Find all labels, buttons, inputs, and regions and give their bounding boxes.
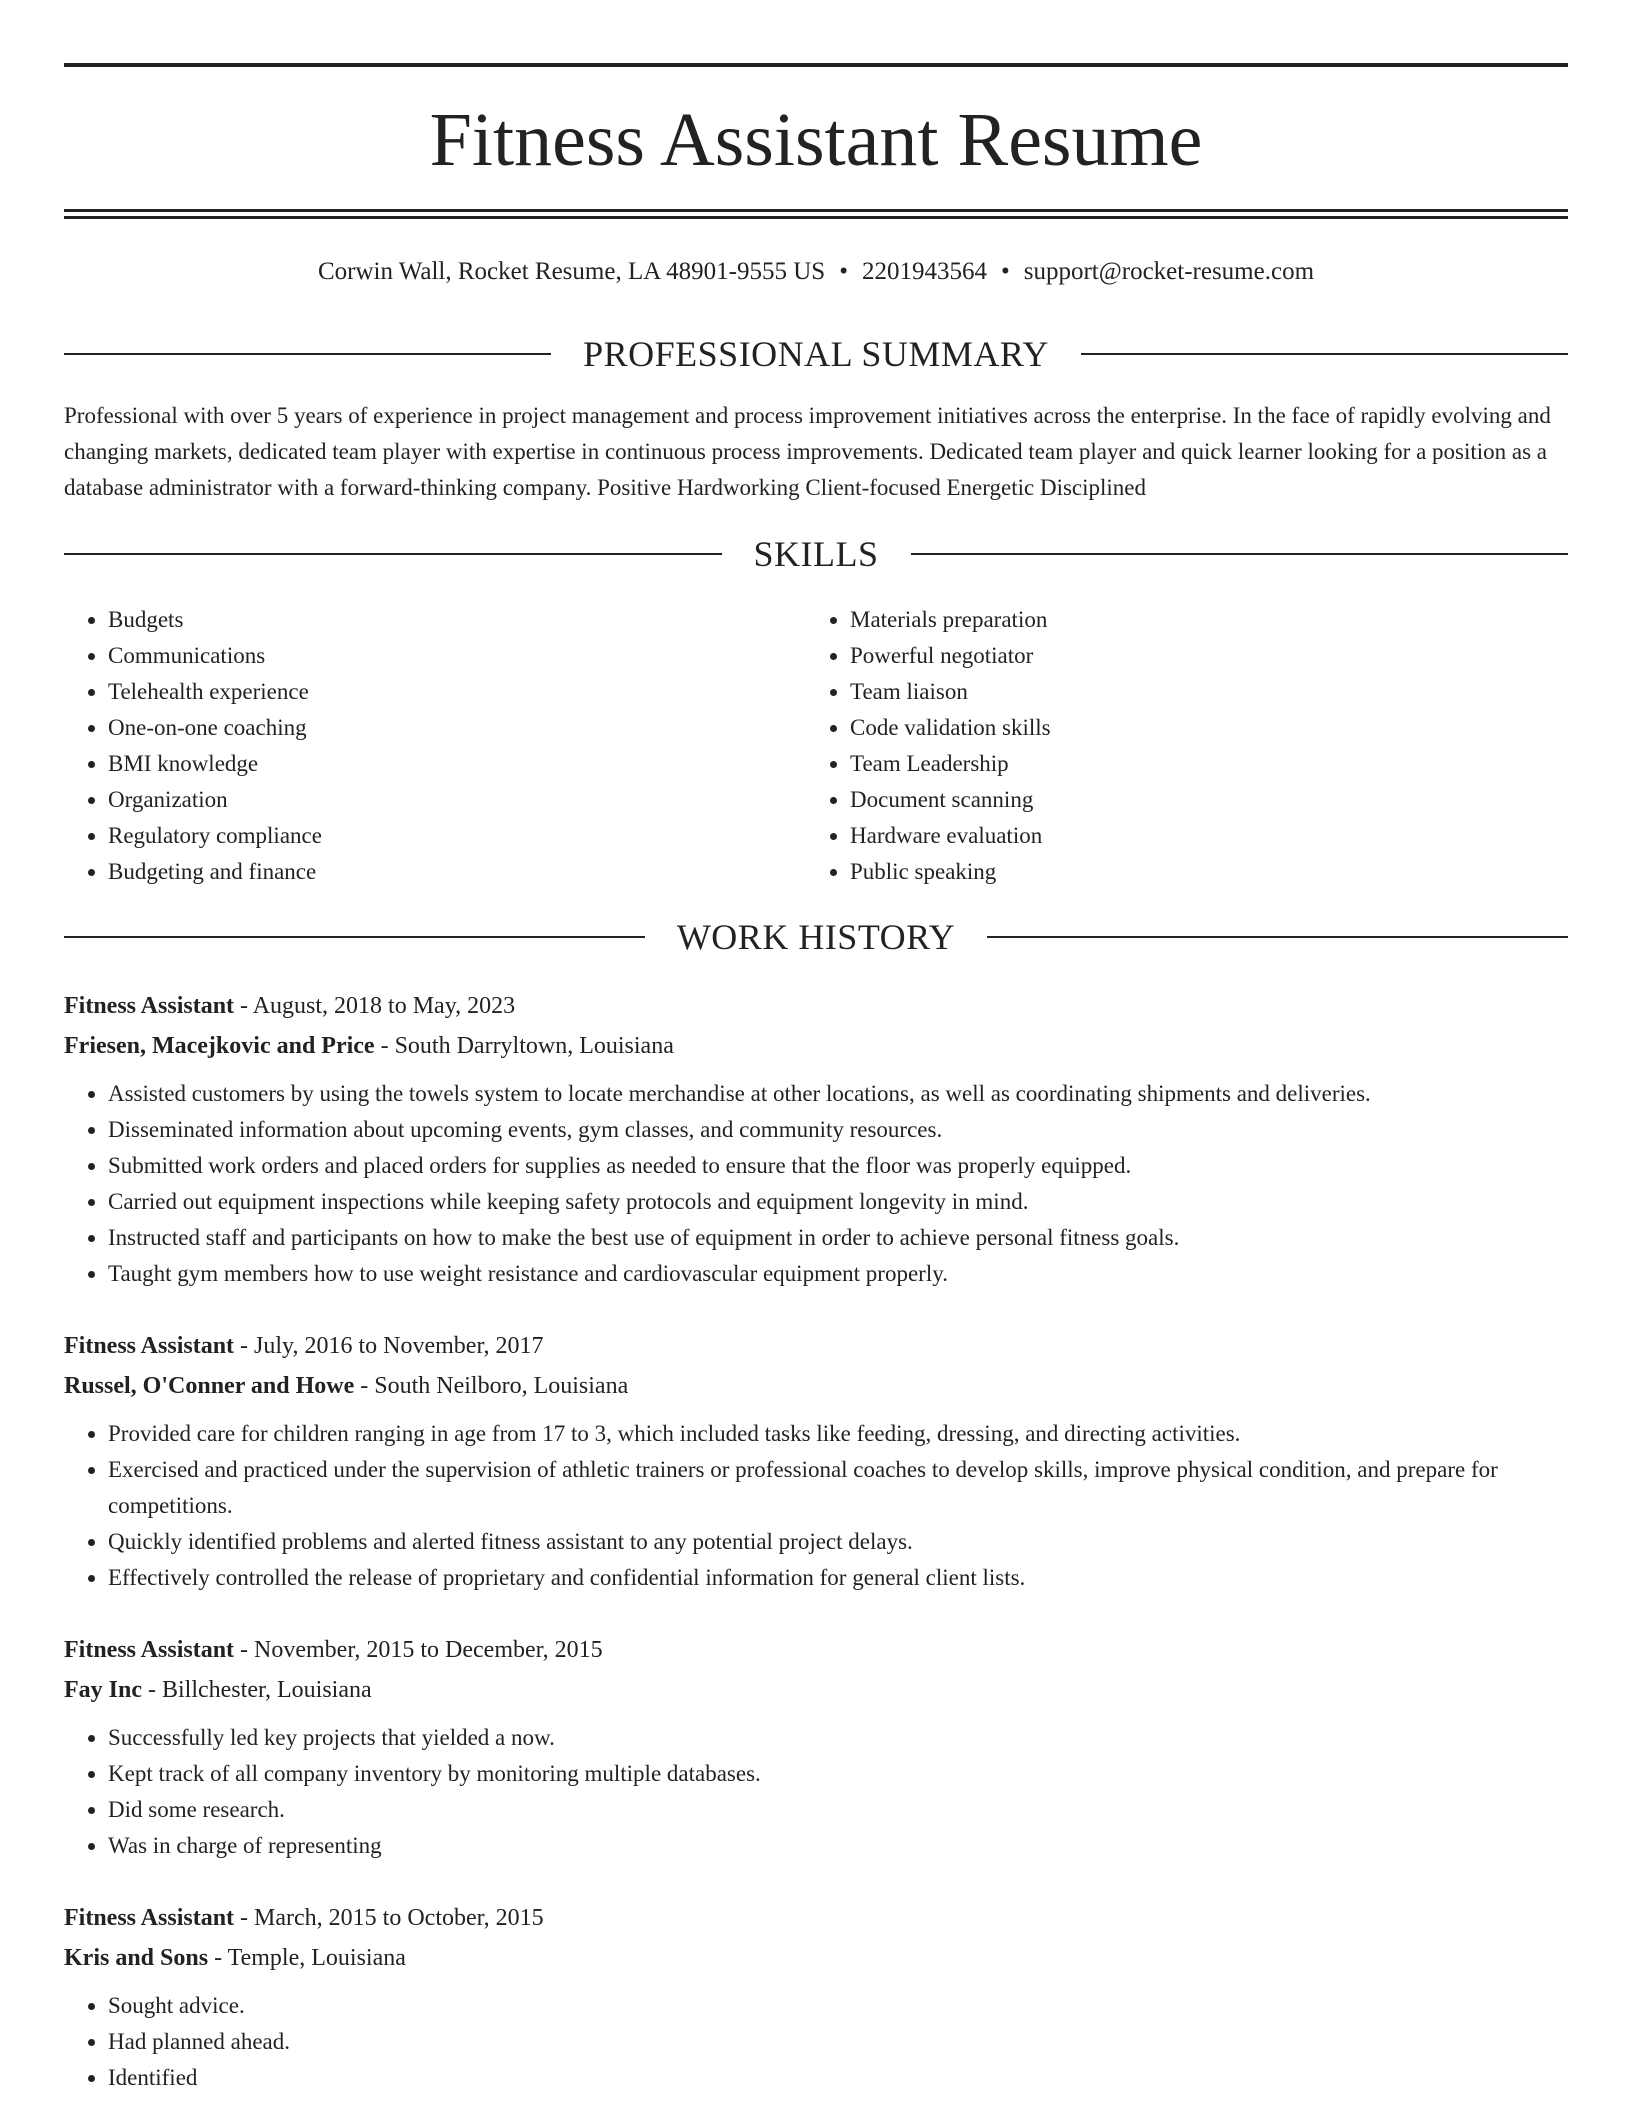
job-company-line [64,1026,1568,1066]
job-bullet: • Sought advice. [108,1988,1568,2024]
job-company-line [64,1938,1568,1978]
job-title-line [64,986,1568,1026]
job-title-line [64,1898,1568,1938]
work-history [64,986,1568,2112]
job-title-line [64,1630,1568,1670]
job-bullet: • Provided care for children ranging in age from 17 to 3, which included tasks like feeding, dressing, and directing activities. [108,1416,1568,1452]
job-company: Friesen, Macejkovic and Price [64,1033,375,1059]
job-title-line [64,1326,1568,1366]
heading-rule [911,553,1569,555]
summary-text: Professional with over 5 years of experience in project management and process improvement initiatives across the enterprise. In the face of rapidly evolving and changing markets, dedicated team player with expertise in continuous process improvements. Dedicated team player and quick learner looking for a position as a database administrator with a forward-thinking company. Positive Hardworking Client-focused Energetic Disciplined [64,403,1551,500]
job-location: - South Darryltown, Louisiana [374,1033,674,1059]
job-dates: - July, 2016 to November, 2017 [234,1333,544,1359]
skill-item: • Budgeting and finance [108,854,806,890]
job-title: Fitness Assistant [64,1333,235,1359]
job-company: Kris and Sons [64,1945,209,1971]
job-company-line [64,1366,1568,1406]
job-dates: - November, 2015 to December, 2015 [234,1637,603,1663]
job-bullet: • Taught gym members how to use weight resistance and cardiovascular equipment properly. [108,1256,1568,1292]
skills-column-right [806,602,1548,890]
skill-item: • Organization [108,782,806,818]
heading-rule [64,936,645,938]
job-entry [64,986,1568,1292]
skill-item: • Powerful negotiator [850,638,1548,674]
job-entry [64,1326,1568,1596]
contact-email: support@rocket-resume.com [1023,258,1315,285]
page-title: Fitness Assistant Resume [429,98,1203,182]
skill-item: • Public speaking [850,854,1548,890]
title-rule-upper [64,209,1568,212]
heading-rule [1081,353,1568,355]
contact-phone: 2201943564 [861,258,987,285]
skills-heading-label: SKILLS [753,534,879,574]
job-bullet: • Exercised and practiced under the supervision of athletic trainers or professional coaches to develop skills, improve physical condition, and prepare for competitions. [108,1452,1568,1524]
skill-item: • Regulatory compliance [108,818,806,854]
job-location: - South Neilboro, Louisiana [354,1373,629,1399]
summary-heading-label: PROFESSIONAL SUMMARY [583,334,1049,374]
skills-heading [64,532,1568,576]
job-bullet: • Submitted work orders and placed orders for supplies as needed to ensure that the floor was properly equipped. [108,1148,1568,1184]
job-company-line [64,1670,1568,1710]
heading-rule [987,936,1568,938]
contact-separator: • [839,258,848,285]
job-title: Fitness Assistant [64,1637,235,1663]
top-rule [64,63,1568,67]
summary-heading [64,332,1568,376]
skill-item: • Team Leadership [850,746,1548,782]
heading-rule [64,353,551,355]
job-bullet: • Disseminated information about upcoming events, gym classes, and community resources. [108,1112,1568,1148]
job-dates: - August, 2018 to May, 2023 [234,993,516,1019]
skill-item: • Communications [108,638,806,674]
job-bullet: • Assisted customers by using the towels system to locate merchandise at other locations, as well as coordinating shipments and deliveries. [108,1076,1568,1112]
skill-item: • Team liaison [850,674,1548,710]
job-bullets [64,1720,1568,1864]
job-bullet: • Quickly identified problems and alerted fitness assistant to any potential project delays. [108,1524,1568,1560]
skill-item: • Materials preparation [850,602,1548,638]
skill-item: • One-on-one coaching [108,710,806,746]
contact-separator: • [1000,258,1010,285]
job-bullet: • Kept track of all company inventory by monitoring multiple databases. [108,1756,1568,1792]
skill-item: • Code validation skills [850,710,1548,746]
job-title: Fitness Assistant [64,993,235,1019]
job-bullet: • Identified [108,2060,1568,2096]
job-bullet: • Successfully led key projects that yielded a now. [108,1720,1568,1756]
job-title: Fitness Assistant [64,1905,235,1931]
contact-line [64,254,1568,290]
job-entry [64,1630,1568,1864]
skills-column-left [64,602,806,890]
job-company: Fay Inc [64,1677,142,1703]
job-bullet: • Was in charge of representing [108,1828,1568,1864]
contact-address: Corwin Wall, Rocket Resume, LA 48901-9555 US [317,258,826,285]
title-rule-lower [64,216,1568,219]
skill-item: • BMI knowledge [108,746,806,782]
job-location: - Temple, Louisiana [208,1945,406,1971]
job-bullet: • Carried out equipment inspections while keeping safety protocols and equipment longevity in mind. [108,1184,1568,1220]
job-bullet: • Did some research. [108,1792,1568,1828]
skills-list [64,602,1568,890]
job-bullet: • Instructed staff and participants on how to make the best use of equipment in order to achieve personal fitness goals. [108,1220,1568,1256]
job-bullet: • Had planned ahead. [108,2024,1568,2060]
skill-item: • Budgets [108,602,806,638]
skill-item: • Telehealth experience [108,674,806,710]
job-entry [64,1898,1568,2096]
heading-rule [64,553,722,555]
job-dates: - March, 2015 to October, 2015 [234,1905,544,1931]
work-heading [64,915,1568,959]
job-bullets [64,1076,1568,1292]
job-location: - Billchester, Louisiana [142,1677,372,1703]
job-bullets [64,1988,1568,2096]
job-company: Russel, O'Conner and Howe [64,1373,355,1399]
job-bullet: • Effectively controlled the release of proprietary and confidential information for general client lists. [108,1560,1568,1596]
work-heading-label: WORK HISTORY [676,917,956,957]
job-bullets [64,1416,1568,1596]
skill-item: • Hardware evaluation [850,818,1548,854]
skill-item: • Document scanning [850,782,1548,818]
